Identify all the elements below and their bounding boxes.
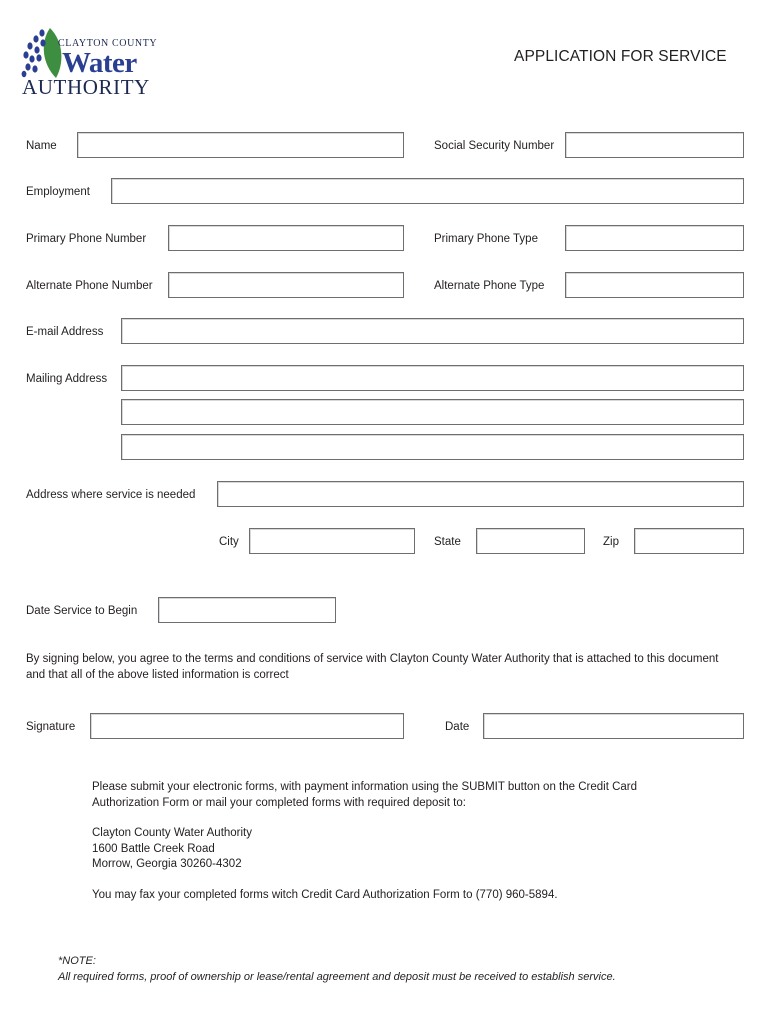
logo-county-text: CLAYTON COUNTY — [58, 38, 158, 49]
note-text: All required forms, proof of ownership or lease/rental agreement and deposit must be received to establish service. — [58, 970, 616, 983]
primary-phone-input[interactable] — [168, 225, 404, 251]
mailing-address-line3-input[interactable] — [121, 434, 744, 460]
email-label: E-mail Address — [26, 326, 104, 338]
alternate-phone-label: Alternate Phone Number — [26, 280, 153, 292]
note-block — [58, 954, 616, 985]
logo-water-text: Water — [62, 47, 137, 79]
note-heading: *NOTE: — [58, 955, 96, 967]
agreement-text — [26, 652, 751, 683]
date-input[interactable] — [483, 713, 744, 739]
signature-label: Signature — [26, 721, 76, 733]
instructions-line-2: Authorization Form or mail your completed forms with required deposit to: — [92, 796, 466, 809]
ssn-input[interactable] — [565, 132, 744, 158]
instructions-line-1: Please submit your electronic forms, with payment information using the SUBMIT button on the Credit Card — [92, 781, 638, 793]
email-input[interactable] — [121, 318, 744, 344]
primary-phone-label: Primary Phone Number — [26, 233, 147, 245]
address-line-3: Morrow, Georgia 30260-4302 — [92, 858, 242, 870]
submit-instructions — [92, 780, 752, 811]
page-title: APPLICATION FOR SERVICE — [514, 48, 727, 65]
state-input[interactable] — [476, 528, 585, 554]
date-label: Date — [445, 721, 470, 733]
signature-input[interactable] — [90, 713, 404, 739]
alternate-phone-type-input[interactable] — [565, 272, 744, 298]
mailing-address-label: Mailing Address — [26, 373, 108, 385]
mailing-address-line1-input[interactable] — [121, 365, 744, 391]
address-line-1: Clayton County Water Authority — [92, 827, 253, 839]
mailing-address-line2-input[interactable] — [121, 399, 744, 425]
zip-input[interactable] — [634, 528, 744, 554]
state-label: State — [434, 536, 461, 548]
alternate-phone-type-label: Alternate Phone Type — [434, 280, 545, 292]
address-line-2: 1600 Battle Creek Road — [92, 842, 215, 855]
mailing-address-block — [92, 826, 492, 873]
alternate-phone-input[interactable] — [168, 272, 404, 298]
logo-authority-text: AUTHORITY — [22, 75, 150, 99]
water-drops-icon — [20, 24, 68, 82]
date-begin-label: Date Service to Begin — [26, 605, 138, 617]
fax-instructions: You may fax your completed forms witch Credit Card Authorization Form to (770) 960-5894. — [92, 889, 558, 901]
ssn-label: Social Security Number — [434, 140, 555, 152]
agreement-line-1: By signing below, you agree to the terms and conditions of service with Clayton County Water Authority that is attached to this document — [26, 653, 719, 665]
service-address-input[interactable] — [217, 481, 744, 507]
name-label: Name — [26, 140, 57, 152]
agreement-line-2: and that all of the above listed information is correct — [26, 668, 289, 681]
employment-label: Employment — [26, 186, 90, 198]
city-input[interactable] — [249, 528, 415, 554]
primary-phone-type-label: Primary Phone Type — [434, 233, 538, 245]
zip-label: Zip — [603, 536, 619, 548]
service-address-label: Address where service is needed — [26, 489, 196, 501]
leaf-shape — [44, 28, 62, 78]
primary-phone-type-input[interactable] — [565, 225, 744, 251]
employment-input[interactable] — [111, 178, 744, 204]
city-label: City — [219, 536, 239, 548]
date-begin-input[interactable] — [158, 597, 336, 623]
name-input[interactable] — [77, 132, 404, 158]
